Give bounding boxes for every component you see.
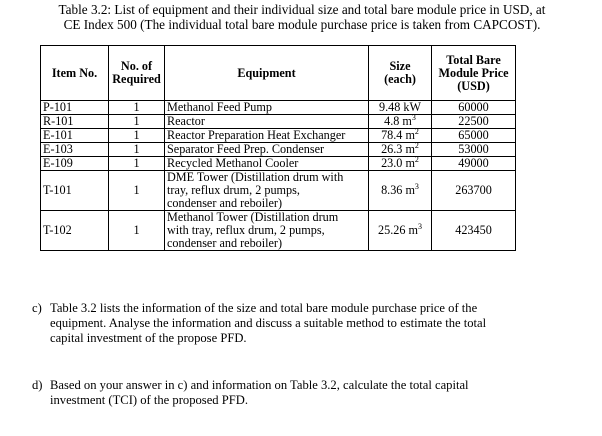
cell-size: 9.48 kW (369, 101, 432, 115)
cell-size: 26.3 $m^2$ (369, 143, 432, 157)
question-c (32, 301, 552, 346)
table-row (41, 101, 516, 115)
cell-equipment: Recycled Methanol Cooler (165, 157, 369, 171)
cell-item: T-102 (41, 211, 109, 251)
header-no-required: No. of Required (109, 46, 165, 101)
header-price: Total Bare Module Price (USD) (432, 46, 516, 101)
cell-item: R-101 (41, 115, 109, 129)
cell-item: T-101 (41, 171, 109, 211)
cell-item: E-109 (41, 157, 109, 171)
cell-equipment: Separator Feed Prep. Condenser (165, 143, 369, 157)
table-header-row (41, 46, 516, 101)
cell-number: 1 (109, 143, 165, 157)
table-row (41, 115, 516, 129)
cell-number: 1 (109, 129, 165, 143)
caption-line-2: CE Index 500 (The individual total bare module purchase price is taken from CAPCOST). (63, 17, 541, 32)
cell-number: 1 (109, 211, 165, 251)
cell-equipment: Methanol Feed Pump (165, 101, 369, 115)
cell-number: 1 (109, 115, 165, 129)
cell-price: 22500 (432, 115, 516, 129)
cell-size: 23.0 $m^2$ (369, 157, 432, 171)
cell-number: 1 (109, 101, 165, 115)
table-row (41, 143, 516, 157)
cell-equipment: DME Tower (Distillation drum with tray, reflux drum, 2 pumps, condenser and reboiler) (165, 171, 369, 211)
header-item-no: Item No. (41, 46, 109, 101)
cell-size: 78.4 $m^2$ (369, 129, 432, 143)
cell-item: E-103 (41, 143, 109, 157)
table-row (41, 211, 516, 251)
cell-size: 4.8 $m^3$ (369, 115, 432, 129)
cell-price: 65000 (432, 129, 516, 143)
equipment-table (40, 45, 516, 251)
cell-price: 263700 (432, 171, 516, 211)
table-row (41, 157, 516, 171)
question-d-label: d) (32, 378, 43, 392)
cell-number: 1 (109, 171, 165, 211)
question-d (32, 378, 552, 408)
cell-size: 8.36 $m^3$ (369, 171, 432, 211)
cell-item: P-101 (41, 101, 109, 115)
cell-equipment: Methanol Tower (Distillation drum with tray, reflux drum, 2 pumps, condenser and reboiler) (165, 211, 369, 251)
cell-price: 60000 (432, 101, 516, 115)
cell-item: E-101 (41, 129, 109, 143)
cell-price: 423450 (432, 211, 516, 251)
cell-number: 1 (109, 157, 165, 171)
header-equipment: Equipment (165, 46, 369, 101)
cell-price: 49000 (432, 157, 516, 171)
table-row (41, 171, 516, 211)
question-d-text: Based on your answer in c) and information on Table 3.2, calculate the total capital investment (TCI) of the proposed PFD. (50, 378, 469, 407)
cell-equipment: Reactor Preparation Heat Exchanger (165, 129, 369, 143)
cell-equipment: Reactor (165, 115, 369, 129)
header-size: Size (each) (369, 46, 432, 101)
table-caption (12, 2, 592, 32)
cell-price: 53000 (432, 143, 516, 157)
table-row (41, 129, 516, 143)
caption-line-1: Table 3.2: List of equipment and their individual size and total bare module price in USD, at (58, 2, 546, 17)
question-c-label: c) (32, 301, 42, 315)
question-c-text: Table 3.2 lists the information of the size and total bare module purchase price of the equipment. Analyse the information and discuss a suitable method to estimate the total capital investment of the propose PFD. (50, 301, 487, 345)
cell-size: 25.26 $m^3$ (369, 211, 432, 251)
